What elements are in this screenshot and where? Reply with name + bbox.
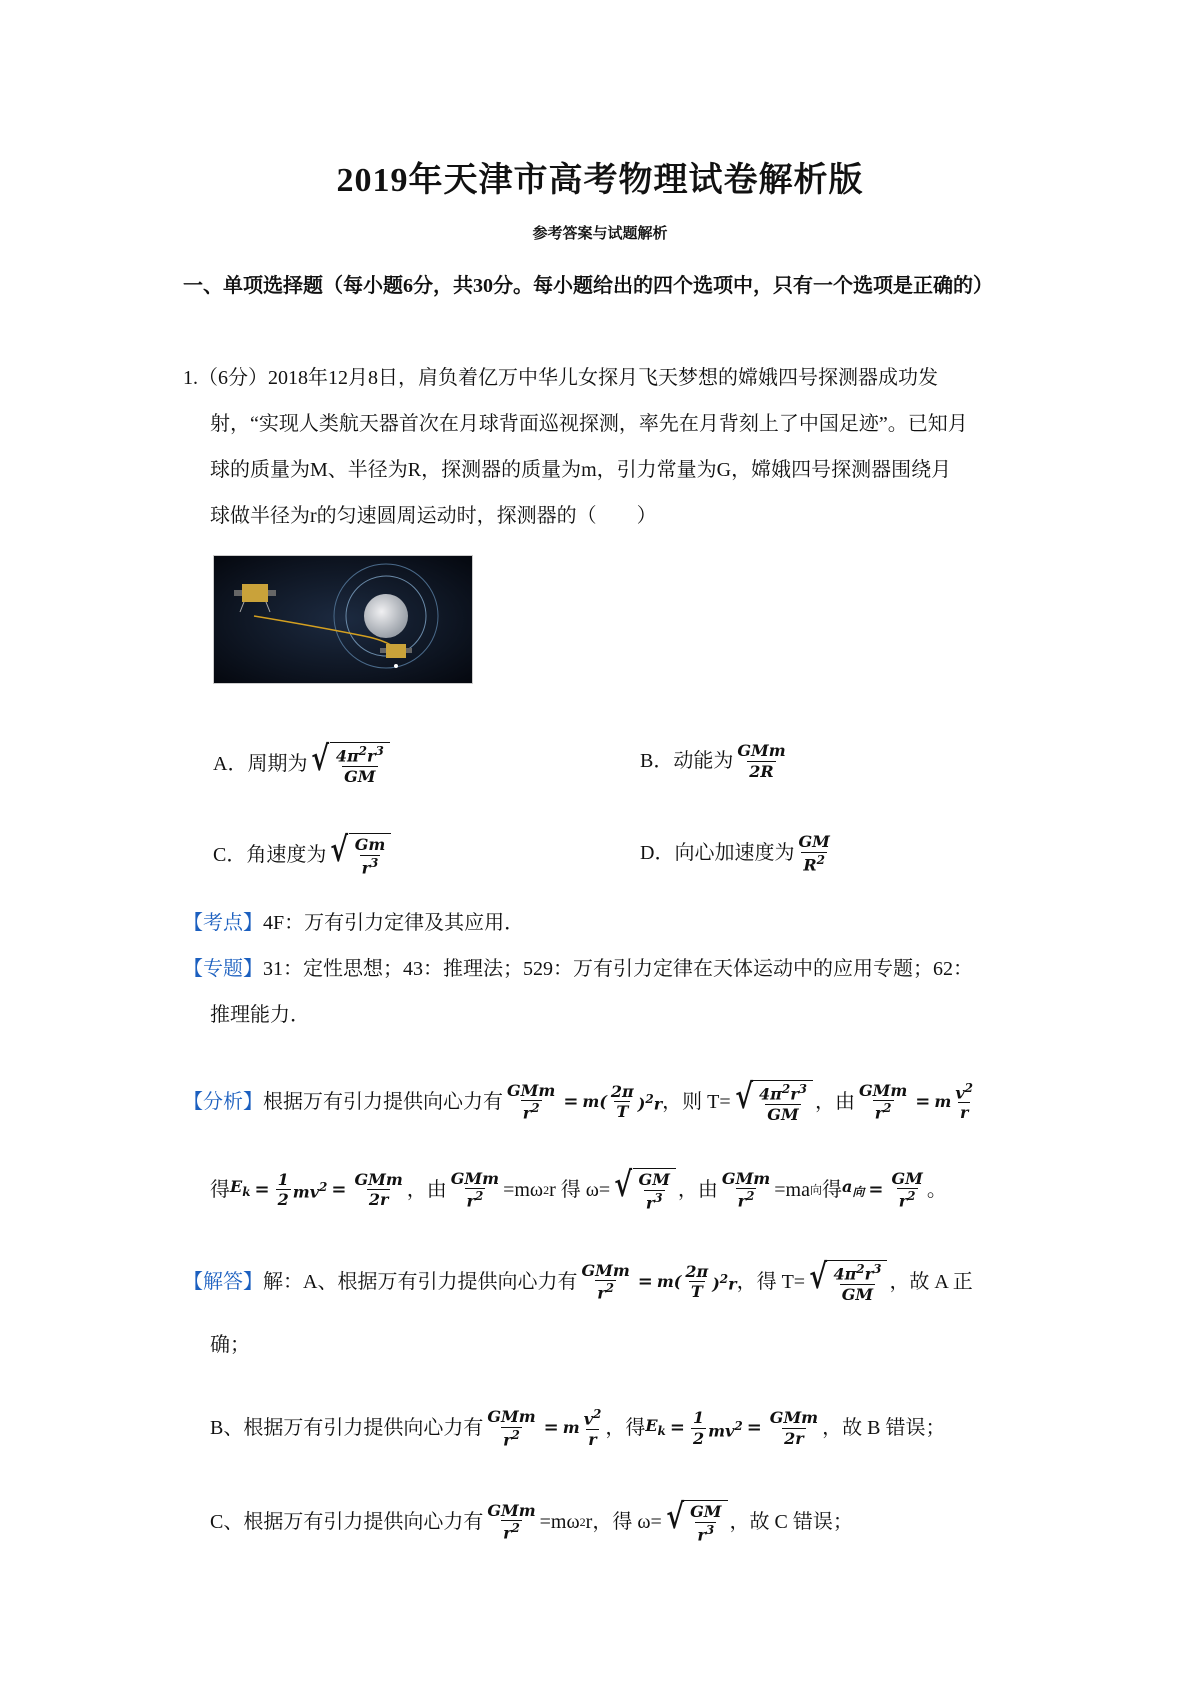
question-line-2: 射，“实现人类航天器首次在月球背面巡视探测，率先在月背刻上了中国足迹”。已知月 [210, 413, 968, 435]
jieda-line-2: 确； [210, 1334, 250, 1356]
zhuanti-line-2: 推理能力． [210, 1004, 310, 1026]
fenxi-line-1: 【分析】 根据万有引力提供向心力有 $\frac{\text{GMm}}{r^2}$ = m( $\frac{2\pi}{T}$ )$^2$r ，则 T= √ $\frac{4\pi^2r^3}{GM}$ ，由 $\frac{\text{GMm}}{r^2}$ = m $\frac{v^2}{r}$ [183, 1077, 973, 1124]
fenxi-tag: 【分析】 [183, 1090, 263, 1113]
option-d: D．向心加速度为 $\frac{GM}{R^2}$ [640, 832, 830, 874]
centripetal-acceleration-formula: $\frac{GM}{R^2}$ [798, 832, 830, 874]
question-line-1: 1.（6分）2018年12月8日，肩负着亿万中华儿女探月飞天梦想的嫦娥四号探测器成功发 [183, 367, 938, 389]
option-b: B．动能为 $\frac{\text{GMm}}{2R}$ [640, 741, 786, 781]
section-heading: 一、单项选择题（每小题6分，共30分。每小题给出的四个选项中，只有一个选项是正确的） [183, 275, 993, 297]
period-formula: √ $\frac{4\pi^2r^3}{GM}$ [309, 742, 389, 786]
question-line-4: 球做半径为r的匀速圆周运动时，探测器的（ ） [210, 505, 657, 527]
kaodian-line: 【考点】4F：万有引力定律及其应用． [183, 912, 525, 934]
jieda-tag: 【解答】 [183, 1270, 263, 1293]
option-c: C．角速度为 √ $\frac{Gm}{r^3}$ [213, 833, 393, 877]
jieda-c-line: C、根据万有引力提供向心力有 $\frac{\text{GMm}}{r^2}$ =mω 2 r，得 ω= √ $\frac{GM}{r^3}$ ，故 C 错误； [210, 1497, 853, 1544]
zhuanti-line-1: 【专题】31：定性思想；43：推理法；529：万有引力定律在天体运动中的应用专题；62： [183, 958, 973, 980]
fenxi-line-2: 得 $E_k$ = $\frac{1}{2}$ $mv^2$ = $\frac{\text{GMm}}{2r}$ ，由 $\frac{\text{GMm}}{r^2}$ =mω 2 r 得 ω= √ $\frac{GM}{r^3}$ ，由 $\frac{\text{GMm}}{r^2}$ =ma 向 得 $a_向$ = $\frac{GM}{r^2}$ 。 [210, 1165, 947, 1212]
kaodian-tag: 【考点】 [183, 912, 263, 934]
option-a: A．周期为 √ $\frac{4\pi^2r^3}{GM}$ [213, 742, 392, 786]
kinetic-energy-formula: $\frac{\text{GMm}}{2R}$ [737, 741, 786, 781]
angular-velocity-formula: √ $\frac{Gm}{r^3}$ [328, 833, 391, 877]
page-subtitle: 参考答案与试题解析 [532, 226, 668, 242]
lunar-probe-figure [213, 555, 473, 684]
jieda-b-line: B、根据万有引力提供向心力有 $\frac{\text{GMm}}{r^2}$ = m $\frac{v^2}{r}$ ，得 $E_k$ = $\frac{1}{2}$ $mv^2$ = $\frac{\text{GMm}}{2r}$ ，故 B 错误； [210, 1407, 946, 1449]
jieda-line-1: 【解答】 解：A、根据万有引力提供向心力有 $\frac{\text{GMm}}{r^2}$ = m( $\frac{2\pi}{T}$ )$^2$r ，得 T= √ $\frac{4\pi^2r^3}{GM}$ ，故 A 正 [183, 1257, 973, 1304]
zhuanti-tag: 【专题】 [183, 958, 263, 980]
question-line-3: 球的质量为M、半径为R，探测器的质量为m，引力常量为G，嫦娥四号探测器围绕月 [210, 459, 952, 481]
page-title: 2019年天津市高考物理试卷解析版 [336, 162, 864, 199]
